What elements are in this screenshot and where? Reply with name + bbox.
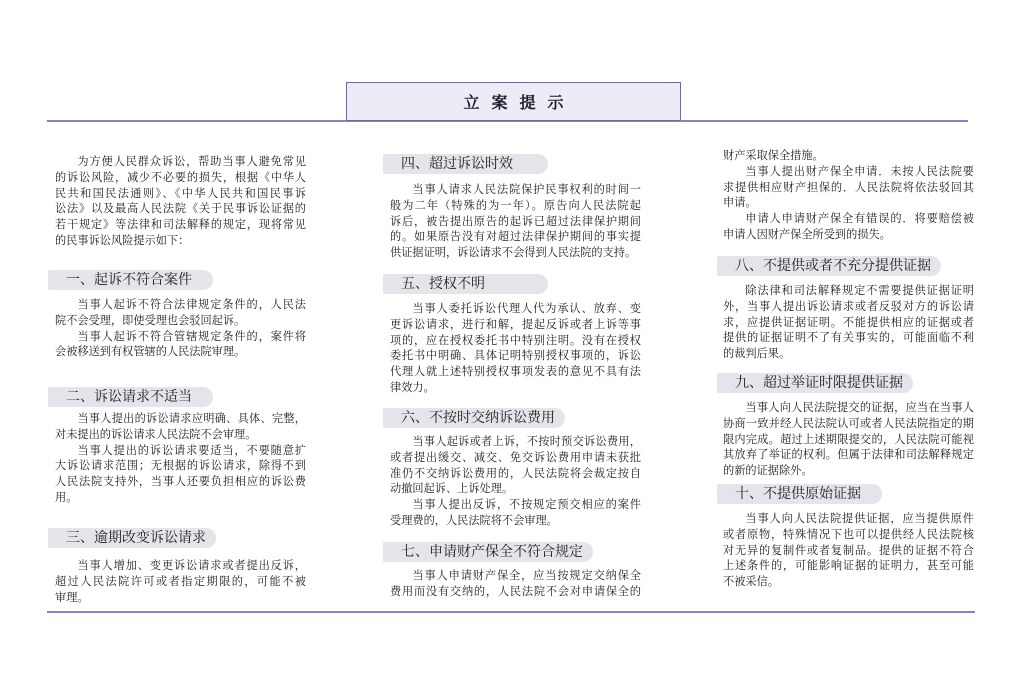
text-line: 申请。 — [723, 196, 757, 210]
text-line: 当事人申请财产保全，应当按规定交纳保全 — [412, 569, 641, 582]
text-line: 当事人起诉不符合法律规定条件的，人民法 — [77, 298, 306, 311]
section-body-9 — [723, 400, 974, 479]
text-line: 申请人申请财产保全有错误的．将要赔偿被 — [745, 212, 974, 226]
text-line: 或者提出缓交、减交、免交诉讼费用申请未获批 — [390, 450, 641, 464]
section-body-6 — [390, 434, 641, 529]
text-line: 诉后，被告提出原告的起诉已超过法律保护期间 — [390, 214, 641, 228]
paragraph — [390, 568, 641, 600]
text-line: 限内完成。超过上述期限提交的，人民法院可能视 — [723, 432, 974, 446]
section-body-4 — [390, 182, 641, 261]
text-line: 受理费的，人民法院将不会审理。 — [390, 513, 558, 527]
title-box — [346, 82, 681, 121]
text-line: 提供的证据证明不了有关事实的，可能面临不利 — [723, 331, 974, 345]
section-heading-10: 十、不提供原始证据 — [717, 484, 882, 504]
section-body-7 — [390, 568, 641, 600]
bottom-rule — [47, 611, 975, 613]
text-line: 代理人就上述特别授权事项发表的意见不具有法 — [390, 365, 641, 379]
text-line: 求，应提供证据证明。不能提供相应的证据或者 — [723, 315, 974, 329]
text-line: 当事人向人民法院提供证据，应当提供原件 — [745, 512, 974, 525]
text-line: 若干规定》等法律和司法解释的规定，现将常见 — [55, 218, 306, 232]
text-line: 当事人提出财产保全申请．未按人民法院要 — [745, 164, 974, 178]
section-heading-4: 四、超过诉讼时效 — [383, 154, 548, 174]
text-line: 当事人委托诉讼代理人代为承认、放弃、变 — [412, 302, 641, 315]
paragraph — [723, 211, 974, 243]
text-line: 院不会受理，即使受理也会驳回起诉。 — [55, 313, 246, 327]
paragraph — [723, 164, 974, 211]
section-body-5 — [390, 301, 641, 396]
text-line: 律效力。 — [390, 380, 435, 394]
section-heading-8: 八、不提供或者不充分提供证据 — [717, 256, 941, 276]
paragraph — [723, 283, 974, 362]
paragraph — [723, 400, 974, 479]
text-line: 会被移送到有权管辖的人民法院审理。 — [55, 345, 246, 359]
text-line: 除法律和司法解释规定不需要提供证据证明 — [745, 284, 974, 297]
text-line: 对无异的复制件或者复制品。提供的证据不符合 — [723, 543, 974, 557]
section-heading-2: 二、诉讼请求不适当 — [48, 387, 213, 407]
text-line: 大诉讼请求范围；无根据的诉讼请求，除得不到 — [55, 459, 306, 473]
text-line: 超过人民法院许可或者指定期限的，可能不被 — [55, 574, 306, 588]
intro-paragraph — [55, 154, 306, 249]
text-line: 的。如果原告没有对超过法律保护期间的事实提 — [390, 230, 641, 244]
text-line: 对未提出的诉讼请求人民法院不会审理。 — [55, 427, 257, 441]
text-line: 协商一致并经人民法院认可或者人民法院指定的期 — [723, 416, 974, 430]
text-line: 委托书中明确、具体记明特别授权事项的，诉讼 — [390, 349, 641, 363]
text-line: 更诉讼请求，进行和解，提起反诉或者上诉等事 — [390, 317, 641, 331]
text-line: 当事人提出的诉讼请求应明确、具体、完整， — [77, 412, 306, 425]
section-body-3 — [55, 558, 306, 605]
section-body-7-continued — [723, 148, 974, 243]
paragraph — [390, 434, 641, 497]
text-line: 申请人因财产保全所受到的损失。 — [723, 227, 891, 241]
text-line: 般为二年（特殊的为一年）。原告向人民法院起 — [390, 198, 641, 212]
text-line: 当事人起诉或者上诉，不按时预交诉讼费用， — [412, 435, 641, 448]
paragraph — [55, 411, 306, 443]
section-heading-5: 五、授权不明 — [383, 274, 548, 294]
page-title: 立案提示 — [463, 93, 576, 112]
text-line: 不被采信。 — [723, 575, 779, 589]
text-line: 当事人起诉不符合管辖规定条件的，案件将 — [77, 329, 306, 343]
paragraph — [390, 301, 641, 396]
text-line: 当事人请求人民法院保护民事权利的时间一 — [412, 183, 641, 196]
paragraph — [55, 297, 306, 329]
text-line: 动撤回起诉、上诉处理。 — [390, 482, 514, 496]
text-line: 的诉讼风险，减少不必要的损失，根据《中华人 — [55, 170, 306, 184]
text-line: 当事人提出的诉讼请求要适当，不要随意扩 — [77, 443, 306, 457]
section-body-1 — [55, 297, 306, 360]
text-line: 人民法院支持外，当事人还要负担相应的诉讼费 — [55, 475, 306, 489]
paragraph — [55, 443, 306, 506]
text-line: 项的，应在授权委托书中特别注明。没有在授权 — [390, 333, 641, 347]
text-line: 为方便人民群众诉讼，帮助当事人避免常见 — [77, 155, 306, 168]
text-line: 用。 — [55, 490, 78, 504]
paragraph — [723, 511, 974, 590]
section-body-8 — [723, 283, 974, 362]
text-line: 供证据证明，诉讼请求不会得到人民法院的支持。 — [390, 246, 637, 260]
section-heading-3: 三、逾期改变诉讼请求 — [48, 528, 216, 548]
paragraph — [55, 329, 306, 361]
text-line: 的新的证据除外。 — [723, 464, 813, 478]
text-line: 或者原物，特殊情况下也可以提供经人民法院核 — [723, 527, 974, 541]
paragraph — [390, 497, 641, 529]
text-line: 审理。 — [55, 590, 89, 604]
text-line: 的民事诉讼风险提示如下： — [55, 233, 190, 247]
section-heading-6: 六、不按时交纳诉讼费用 — [383, 408, 565, 428]
text-line: 费用而没有交纳的，人民法院不会对申请保全的 — [390, 584, 641, 598]
paragraph — [723, 148, 974, 164]
section-heading-7: 七、申请财产保全不符合规定 — [383, 542, 593, 562]
paragraph — [390, 182, 641, 261]
text-line: 当事人提出反诉，不按规定预交相应的案件 — [412, 498, 641, 512]
section-body-10 — [723, 511, 974, 590]
text-line: 准仍不交纳诉讼费用的，人民法院将会裁定按自 — [390, 466, 641, 480]
paragraph — [55, 558, 306, 605]
text-line: 当事人向人民法院提交的证据，应当在当事人 — [745, 401, 974, 414]
text-line: 讼法》以及最高人民法院《关于民事诉讼证据的 — [55, 202, 306, 216]
text-line: 外，当事人提出诉讼请求或者反驳对方的诉讼请 — [723, 299, 974, 313]
text-line: 的裁判后果。 — [723, 347, 791, 361]
text-line: 其放弃了举证的权利。但属于法律和司法解释规定 — [723, 448, 974, 462]
section-heading-1: 一、起诉不符合案件 — [48, 270, 213, 290]
text-line: 民共和国民法通则》、《中华人民共和国民事诉 — [55, 186, 306, 200]
text-line: 求提供相应财产担保的．人民法院将依法驳回其 — [723, 180, 974, 194]
section-body-2 — [55, 411, 306, 506]
text-line: 上述条件的，可能影响证据的证明力，甚至可能 — [723, 559, 974, 573]
section-heading-9: 九、超过举证时限提供证据 — [717, 373, 913, 393]
text-line: 当事人增加、变更诉讼请求或者提出反诉， — [77, 559, 306, 572]
text-line: 财产采取保全措施。 — [723, 149, 824, 162]
